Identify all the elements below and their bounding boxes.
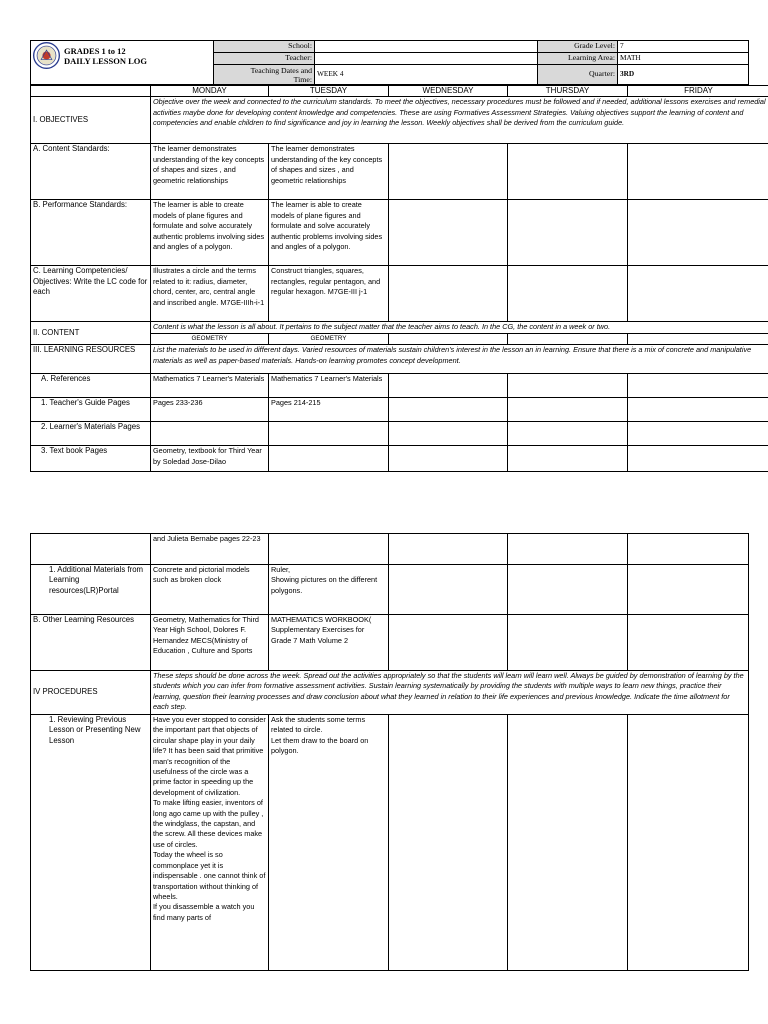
reviewing-tuesday: Ask the students some terms related to circle. Let them draw to the board on polygon. [269, 715, 389, 971]
textbook-tuesday [269, 446, 389, 472]
textbook-cont-friday [628, 534, 749, 565]
objectives-label: I. OBJECTIVES [31, 97, 151, 144]
learners-materials-monday [151, 422, 269, 446]
textbook-cont-monday: and Julieta Bernabe pages 22-23 [151, 534, 269, 565]
lesson-log-table-page-1 [30, 85, 768, 472]
procedures-text: These steps should be done across the week. Spread out the activities appropriately so that the students will learn will learn well. Always be guided by demonstration of learning by the students which you can infer from formative assessment activities. Sustain learning systematically by providing the students with multiple ways to learn new things, practice their learning, question their learning processes and draw conclusion about what they learned in relation to their life experiences and previous knowledge. Indicate the time allotment for each step. [151, 671, 749, 715]
objectives-text: Objective over the week and connected to the curriculum standards. To meet the objectives, necessary procedures must be followed and if needed, additional lessons exercises and remedial activities maybe done for developing content knowledge and competencies. These are using Formatives Assessment Strategies. Valuing objectives support the learning of content and competencies and enable children to find significance and joy in learning the lesson. Weekly objectives shall be derived from the curriculum guide. [151, 97, 768, 144]
school-value [315, 41, 538, 53]
learning-area-label: Learning Area: [538, 53, 618, 65]
additional-materials-thursday [508, 565, 628, 615]
teachers-guide-label: 1. Teacher's Guide Pages [31, 398, 151, 422]
learning-resources-text: List the materials to be used in different days. Varied resources of materials sustain children's interest in the lesson an in learning. Ensure that there is a mix of concrete and manipulative materials as well as paper-based materials. Hands-on learning promotes concept development. [151, 345, 768, 374]
reviewing-label: 1. Reviewing Previous Lesson or Presenting New Lesson [31, 715, 151, 971]
content-friday [628, 333, 768, 344]
teachers-guide-monday: Pages 233-236 [151, 398, 269, 422]
references-thursday [508, 374, 628, 398]
performance-standards-friday [628, 200, 768, 266]
header-table [30, 40, 749, 85]
reviewing-thursday [508, 715, 628, 971]
quarter-value: 3RD [618, 65, 749, 85]
references-wednesday [389, 374, 508, 398]
content-thursday [508, 333, 628, 344]
textbook-label: 3. Text book Pages [31, 446, 151, 472]
teaching-dates-label: Teaching Dates and Time: [214, 65, 315, 85]
competencies-wednesday [389, 266, 508, 322]
references-tuesday: Mathematics 7 Learner's Materials [269, 374, 389, 398]
competencies-label: C. Learning Competencies/ Objectives: Write the LC code for each [31, 266, 151, 322]
school-label: School: [214, 41, 315, 53]
content-label: II. CONTENT [31, 322, 151, 345]
performance-standards-monday: The learner is able to create models of plane figures and formulate and solve accurately authentic problems involving sides and angles of a polygon. [151, 200, 269, 266]
performance-standards-tuesday: The learner is able to create models of plane figures and formulate and solve accurately authentic problems involving sides and angles of a polygon. [269, 200, 389, 266]
teaching-dates-value: WEEK 4 [315, 65, 538, 85]
grade-level-value: 7 [618, 41, 749, 53]
lesson-log-table-page-2 [30, 533, 749, 971]
reviewing-friday [628, 715, 749, 971]
other-resources-monday: Geometry, Mathematics for Third Year High School, Dolores F. Hernandez MECS(Ministry of Education , Culture and Sports [151, 615, 269, 671]
other-resources-friday [628, 615, 749, 671]
learning-area-value: MATH [618, 53, 749, 65]
additional-materials-friday [628, 565, 749, 615]
procedures-label: IV PROCEDURES [31, 671, 151, 715]
content-tuesday: GEOMETRY [269, 333, 389, 344]
references-monday: Mathematics 7 Learner's Materials [151, 374, 269, 398]
other-resources-label: B. Other Learning Resources [31, 615, 151, 671]
learners-materials-label: 2. Learner's Materials Pages [31, 422, 151, 446]
content-wednesday [389, 333, 508, 344]
quarter-label: Quarter: [538, 65, 618, 85]
textbook-cont-thursday [508, 534, 628, 565]
content-standards-label: A. Content Standards: [31, 144, 151, 200]
textbook-wednesday [389, 446, 508, 472]
content-text: Content is what the lesson is all about. It pertains to the subject matter that the teacher aims to teach. In the CG, the content in a week or two. [151, 322, 768, 333]
learners-materials-thursday [508, 422, 628, 446]
references-friday [628, 374, 768, 398]
teacher-value [315, 53, 538, 65]
textbook-thursday [508, 446, 628, 472]
content-standards-thursday [508, 144, 628, 200]
competencies-tuesday: Construct triangles, squares, rectangles, regular pentagon, and regular hexagon. M7GE-III j-1 [269, 266, 389, 322]
content-standards-wednesday [389, 144, 508, 200]
teachers-guide-friday [628, 398, 768, 422]
day-header-wednesday: WEDNESDAY [389, 86, 508, 97]
day-header-blank [31, 86, 151, 97]
content-monday: GEOMETRY [151, 333, 269, 344]
additional-materials-tuesday: Ruler, Showing pictures on the different polygons. [269, 565, 389, 615]
doc-title: GRADES 1 to 12 DAILY LESSON LOG [31, 41, 214, 85]
teachers-guide-wednesday [389, 398, 508, 422]
performance-standards-label: B. Performance Standards: [31, 200, 151, 266]
competencies-thursday [508, 266, 628, 322]
teacher-label: Teacher: [214, 53, 315, 65]
references-label: A. References [31, 374, 151, 398]
performance-standards-wednesday [389, 200, 508, 266]
other-resources-tuesday: MATHEMATICS WORKBOOK( Supplementary Exercises for Grade 7 Math Volume 2 [269, 615, 389, 671]
textbook-monday: Geometry, textbook for Third Year by Soledad Jose-Dilao [151, 446, 269, 472]
competencies-friday [628, 266, 768, 322]
other-resources-thursday [508, 615, 628, 671]
other-resources-wednesday [389, 615, 508, 671]
teachers-guide-tuesday: Pages 214-215 [269, 398, 389, 422]
additional-materials-monday: Concrete and pictorial models such as broken clock [151, 565, 269, 615]
learners-materials-tuesday [269, 422, 389, 446]
learning-resources-label: III. LEARNING RESOURCES [31, 345, 151, 374]
additional-materials-wednesday [389, 565, 508, 615]
textbook-cont-label [31, 534, 151, 565]
performance-standards-thursday [508, 200, 628, 266]
grade-level-label: Grade Level: [538, 41, 618, 53]
textbook-cont-wednesday [389, 534, 508, 565]
day-header-monday: MONDAY [151, 86, 269, 97]
learners-materials-friday [628, 422, 768, 446]
day-header-thursday: THURSDAY [508, 86, 628, 97]
day-header-friday: FRIDAY [628, 86, 768, 97]
textbook-friday [628, 446, 768, 472]
day-header-tuesday: TUESDAY [269, 86, 389, 97]
competencies-monday: Illustrates a circle and the terms related to it: radius, diameter, chord, center, arc, central angle and inscribed angle. M7GE-IIIh-i-1 [151, 266, 269, 322]
learners-materials-wednesday [389, 422, 508, 446]
reviewing-monday: Have you ever stopped to consider the important part that objects of circular shape play in your daily life? It has been said that primitive man's recognition of the usefulness of the circle was a prime factor in speeding up the development of civilization. To make lifting easier, inventors of long ago came up with the pulley , the windglass, the capstan, and the screw. All these devices make use of circles. Today the wheel is so commonplace yet it is indispensable . one cannot think of transportation without thinking of wheels. If you disassemble a watch you find many parts of [151, 715, 269, 971]
additional-materials-label: 1. Additional Materials from Learning resources(LR)Portal [31, 565, 151, 615]
content-standards-tuesday: The learner demonstrates understanding of the key concepts of shapes and sizes , and geometric relationships [269, 144, 389, 200]
content-standards-monday: The learner demonstrates understanding of the key concepts of shapes and sizes , and geometric relationships [151, 144, 269, 200]
content-standards-friday [628, 144, 768, 200]
textbook-cont-tuesday [269, 534, 389, 565]
reviewing-wednesday [389, 715, 508, 971]
teachers-guide-thursday [508, 398, 628, 422]
